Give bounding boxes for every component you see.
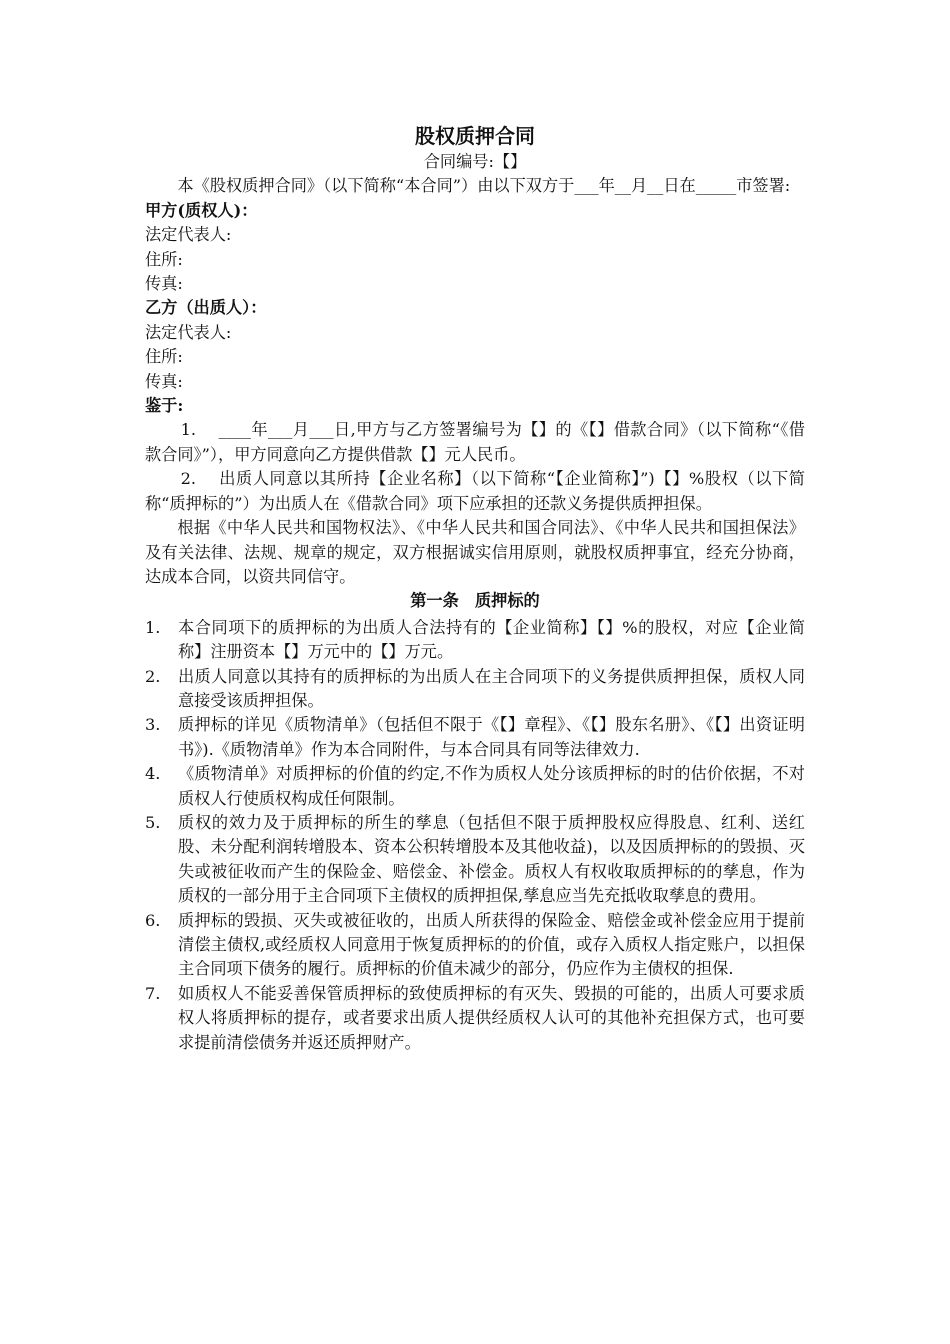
list-item-text: 《质物清单》对质押标的价值的约定,不作为质权人处分该质押标的时的估价依据，不对质权人行使质权构成任何限制。 bbox=[178, 764, 805, 808]
contract-number: 合同编号:【】 bbox=[423, 152, 527, 171]
list-item-number: 5. bbox=[145, 812, 161, 832]
party-a-heading: 甲方(质权人)： bbox=[145, 200, 258, 220]
list-item bbox=[145, 811, 805, 909]
list-item-number: 1. bbox=[145, 617, 161, 637]
whereas-heading: 鉴于: bbox=[145, 396, 184, 416]
list-item-text: 质押标的毁损、灭失或被征收的，出质人所获得的保险金、赔偿金或补偿金应用于提前清偿主债权,或经质权人同意用于恢复质押标的的价值，或存入质权人指定账户，以担保主合同项下债务的履行。质押标的价值未减少的部分，仍应作为主债权的担保. bbox=[178, 910, 805, 979]
list-item-number: 6. bbox=[145, 910, 161, 930]
legal-basis-paragraph: 根据《中华人民共和国物权法》、《中华人民共和国合同法》、《中华人民共和国担保法》及有关法律、法规、规章的规定，双方根据诚实信用原则，就股权质押事宜，经充分协商，达成本合同，以资共同信守。 bbox=[145, 518, 805, 586]
list-item bbox=[145, 762, 805, 811]
article-1-list bbox=[145, 616, 805, 1055]
list-item-number: 3. bbox=[145, 715, 161, 735]
list-item-number: 7. bbox=[145, 983, 161, 1003]
contract-page bbox=[145, 120, 805, 1055]
article-1-heading: 第一条 质押标的 bbox=[410, 591, 540, 611]
list-item-text: 质权的效力及于质押标的所生的孳息（包括但不限于质押股权应得股息、红利、送红股、未分配利润转增股本、资本公积转增股本及其他收益)，以及因质押标的的毁损、灭失或被征收而产生的保险金、赔偿金、补偿金。质权人有权收取质押标的的孳息，作为质权的一部分用于主合同项下主债权的质押担保,孳息应当先充抵收取孳息的费用。 bbox=[178, 812, 805, 906]
whereas-item-2: 2. 出质人同意以其所持【企业名称】（以下简称“【企业简称】”)【】%股权（以下简称“质押标的”）为出质人在《借款合同》项下应承担的还款义务提供质押担保。 bbox=[145, 469, 805, 513]
intro-paragraph: 本《股权质押合同》（以下简称“本合同”）由以下双方于___年__月__日在_____市签署: bbox=[177, 176, 791, 196]
party-b-heading: 乙方（出质人）： bbox=[145, 298, 267, 318]
list-item-text: 如质权人不能妥善保管质押标的致使质押标的有灭失、毁损的可能的，出质人可要求质权人将质押标的提存，或者要求出质人提供经质权人认可的其他补充担保方式，也可要求提前清偿债务并返还质押财产。 bbox=[178, 983, 805, 1052]
party-b-fax: 传真: bbox=[145, 371, 183, 391]
list-item bbox=[145, 982, 805, 1055]
list-item-number: 4. bbox=[145, 764, 161, 784]
list-item bbox=[145, 909, 805, 982]
document-title: 股权质押合同 bbox=[415, 124, 535, 148]
whereas-item-1: 1. ____年___月___日,甲方与乙方签署编号为【】的《【】借款合同》（以下简称“《借款合同》”），甲方同意向乙方提供借款【】元人民币。 bbox=[145, 420, 805, 464]
party-b-address: 住所: bbox=[145, 347, 183, 367]
party-a-fax: 传真: bbox=[145, 274, 183, 294]
list-item bbox=[145, 665, 805, 714]
party-a-address: 住所: bbox=[145, 249, 183, 269]
list-item-text: 本合同项下的质押标的为出质人合法持有的【企业简称】【】%的股权，对应【企业简称】注册资本【】万元中的【】万元。 bbox=[178, 617, 805, 662]
list-item bbox=[145, 713, 805, 762]
party-a-representative: 法定代表人: bbox=[145, 225, 232, 245]
party-b-representative: 法定代表人: bbox=[145, 322, 232, 342]
list-item bbox=[145, 616, 805, 665]
list-item-text: 质押标的详见《质物清单》（包括但不限于《【】章程》、《【】股东名册》、《【】出资证明书》).《质物清单》作为本合同附件，与本合同具有同等法律效力. bbox=[178, 715, 805, 759]
list-item-text: 出质人同意以其持有的质押标的为出质人在主合同项下的义务提供质押担保，质权人同意接受该质押担保。 bbox=[178, 666, 805, 710]
list-item-number: 2. bbox=[145, 666, 161, 686]
